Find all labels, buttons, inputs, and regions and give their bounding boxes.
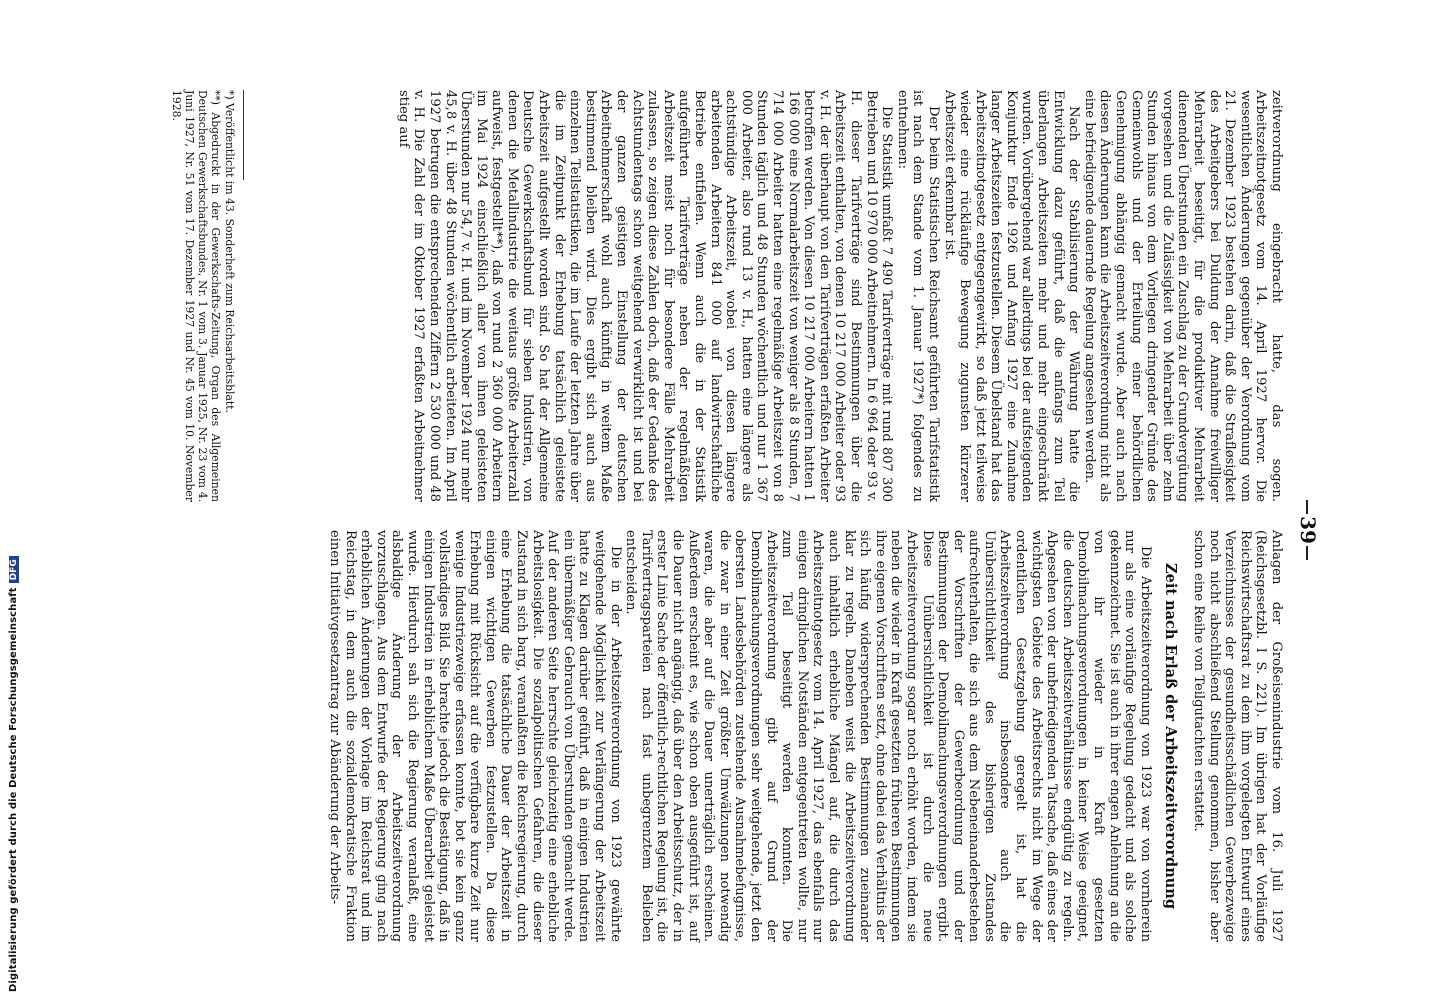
footnote: **) Abgedruckt in der Gewerkschafts-Zeitung, Organ des Allgemeinen Deutschen Gewerkschaftsbundes, Nr. 1 vom 3. Januar 1925, Nr. 23 vom 4. Juni 1927, Nr. 51 vom 17. Dezember 1927 und Nr. 45 vom 10. November 1928. — [170, 90, 222, 502]
text-column-left — [395, 90, 1284, 502]
page-number-dash-right — [1306, 546, 1308, 560]
paragraph: Anlagen der Großeisenindustrie vom 16. Juli 1927 (Reichsgesetzbl. I S. 221). Im übrigen hat der Vorläufige Reichswirtschaftsrat zu dem ihm vorgelegten Entwurf eines Verzeichnisses der gesundheitsschädlichen Gewerbezweige noch nicht abschließend Stellung genommen, bisher aber schon eine Reihe von Teilgutachten erstattet. — [1191, 530, 1284, 942]
footer-strip — [0, 0, 19, 1000]
paragraph: Die Arbeitszeitverordnung von 1923 war von vornherein nur als eine vorläufige Regelung gedacht und als solche gekennzeichnet. Sie ist auch in ihrer engen Anlehnung an die von ihr wieder in Kraft gesetzten Demobilmachungsverordnungen in keiner Weise geeignet, die deutschen Arbeitszeitverhältnisse endgültig zu regeln. Abgesehen von der unbefriedigenden Tatsache, daß eines der wichtigsten Gebiete des Arbeitsrechts nicht im Wege der ordentlichen Gesetzgebung geregelt ist, hat die Arbeitszeitverordnung insbesondere auch die Unübersichtlichkeit des bisherigen Zustandes aufrechterhalten, die sich aus dem Nebeneinanderbestehen der Vorschriften der Gewerbeordnung und der Bestimmungen der Demobilmachungsverordnungen ergibt. Diese Unübersichtlichkeit ist durch die neue Arbeitszeitverordnung sogar noch erhöht worden, indem sie neben die wieder in Kraft gesetzten früheren Bestimmungen ihre eigenen Vorschriften setzt, ohne dabei das Verhältnis der sich häufig widersprechenden Bestimmungen zueinander klar zu regeln. Daneben weist die Arbeitszeitverordnung auch inhaltlich erhebliche Mängel auf, die durch das Arbeitszeitnotgesetz vom 14. April 1927, das ebenfalls nur einigen dringlichen Notständen entgegentreten wollte, nur zum Teil beseitigt werden konnten. Die Arbeitszeitverordnung gibt auf Grund der Demobilmachungsverordnungen sehr weitgehende, jetzt den obersten Landesbehörden zustehende Ausnahmebefugnisse, die zwar in einer Zeit größter Umwälzungen notwendig waren, die aber auf die Dauer unerträglich erscheinen. Außerdem erscheint es, wie schon oben ausgeführt ist, auf die Dauer nicht angängig, daß über den Arbeitsschutz, der in erster Linie Sache der öffentlich-rechtlichen Regelung ist, die Tarifvertragsparteien nach fast unbegrenztem Belieben entscheiden. — [623, 530, 1153, 942]
page-number-dash-left — [1306, 500, 1308, 514]
section-heading: Zeit nach Erlaß der Arbeitszeitverordnung — [1162, 563, 1180, 909]
footer-credit-text: Digitalisierung gefördert durch die Deutsche Forschungsgemeinschaft — [8, 587, 19, 992]
footnote: *) Veröffentlicht im 43. Sonderheft zum Reichsarbeitsblatt. — [223, 90, 236, 414]
paragraph: zeitverordnung eingebracht hatte, das sogen. Arbeitszeitnotgesetz vom 14. April 1927 hervor. Die wesentlichen Änderungen gegenüber der Verordnung vom 21. Dezember 1923 bestehen darin, daß die Strafløsigkeit des Arbeitgebers bei Duldung der Annahme freiwilliger Mehrarbeit beseitigt, für die produktiver Mehrarbeit dienenden Überstunden ein Zuschlag zu der Grundvergütung vorgesehen und die Zulässigkeit von Mehrarbeit über zehn Stunden hinaus von dem Vorliegen dringender Gründe des Gemeinwohls und der Erteilung einer behördlichen Genehmigung abhängig gemacht wurde. Aber auch nach diesen Änderungen kann die Arbeitszeitverordnung nicht als eine befriedigende dauernde Regelung angesehen werden. — [1081, 90, 1284, 502]
footer-credit-line — [8, 556, 19, 992]
paragraph: Die Statistik umfaßt 7 490 Tarifverträge mit rund 807 300 Betrieben und 10 970 000 Arbeitnehmern. In 6 964 oder 93 v. H. dieser Tarifverträge sind Bestimmungen über die Arbeitszeit enthalten, von denen 10 217 000 Arbeiter oder 93 v. H. der überhaupt von den Tarifverträgen erfaßten Arbeiter betroffen werden. Von diesen 10 217 000 Arbeitern hatten 1 166 000 eine Normalarbeitszeit von weniger als 8 Stunden, 7 714 000 Arbeiter hatten eine regelmäßige Arbeitszeit von 8 Stunden täglich und 48 Stunden wöchentlich und nur 1 367 000 Arbeiter, also rund 13 v. H., hatten eine längere als achtstündige Arbeitszeit, wobei von diesen längere arbeitenden Arbeitern 841 000 auf landwirtschaftliche Betriebe entfielen. Wenn auch die in der Statistik aufgeführten Tarifverträge neben der regelmäßigen Arbeitszeit meist noch für besondere Fälle Mehrarbeit zulassen, so zeigen diese Zahlen doch, daß der Gedanke des Achtstundentags schon weitgehend verwirklicht ist und bei der ganzen geistigen Einstellung der deutschen Arbeitnehmerschaft wohl auch künftig in weitem Maße bestimmend bleiben wird. Dies ergibt sich auch aus einzelnen Teilstatistiken, die im Laufe der letzten Jahre über die im Zeitpunkt der Erhebung tatsächlich geleistete Arbeitszeit aufgestellt worden sind. So hat der Allgemeine Deutsche Gewerkschaftsbund für sieben Industrien, von denen die Metallindustrie die weitaus größte Arbeiterzahl aufweist, festgestellt**), daß von rund 2 360 000 Arbeitern im Mai 1924 einschließlich aller von ihnen geleisteten Überstunden nur 54,7 v. H. und im November 1924 nur mehr 45,8 v. H. über 48 Stunden wöchentlich arbeiteten. Im April 1927 betrugen die entsprechenden Ziffern 2 530 000 und 48 v. H. Die Zahl der im Oktober 1927 erfaßten Arbeitnehmer stieg auf — [395, 90, 895, 502]
scanned-page — [120, 90, 1320, 970]
paragraph: Nach der Stabilisierung der Währung hatte die Entwicklung dazu geführt, daß die anfangs zum Teil überlangen Arbeitszeiten mehr und mehr eingeschränkt wurden. Vorübergehend war allerdings bei der aufsteigenden Konjunktur Ende 1926 und Anfang 1927 eine Zunahme langer Arbeitszeiten festzustellen. Diesem Übelstand hat das Arbeitszeitnotgesetz entgegengewirkt, so daß jetzt teilweise wieder eine rückläufige Bewegung zugunsten kürzerer Arbeitszeit erkennbar ist. — [941, 90, 1082, 502]
footnote-rule — [243, 90, 244, 180]
dfg-logo: DFG — [9, 556, 19, 583]
paragraph: Der beim Statistischen Reichsamt geführten Tarifstatistik ist nach dem Stande vom 1. Januar 1927*) folgendes zu entnehmen: — [894, 90, 941, 502]
page-number: 39 — [1296, 516, 1320, 544]
text-column-right — [326, 530, 1284, 942]
footnotes — [169, 90, 236, 502]
paragraph: Die in der Arbeitszeitverordnung von 1923 gewährte weitgehende Möglichkeit zur Verlängerung der Arbeitszeit hatte zu Klagen darüber geführt, daß in einigen Industrien ein übermäßiger Gebrauch von Überstunden gemacht werde. Auf der anderen Seite herrschte gleichzeitig eine erhebliche Arbeitslosigkeit. Die sozialpolitischen Gefahren, die dieser Zustand in sich barg, veranlaßten die Reichsregierung, durch eine Erhebung die tatsächliche Dauer der Arbeitszeit in einigen wichtigen Gewerben festzustellen. Da diese Erhebung mit Rücksicht auf die verfügbare kurze Zeit nur wenige Industriezweige erfassen konnte, bot sie kein ganz vollständiges Bild. Sie brachte jedoch die Bestätigung, daß in einigen Industrien in erheblichem Maße Überarbeit geleistet wurde. Hierdurch sah sich die Regierung veranlaßt, eine alsbaldige Änderung der Arbeitszeitverordnung vorzuschlagen. Aus dem Entwurfe der Regierung ging nach erheblichen Änderungen der Vorlage im Reichsrat und im Reichstag, in dem auch die sozialdemokratische Fraktion einen Initiativgesetzantrag zur Abänderung der Arbeits- — [326, 530, 623, 942]
